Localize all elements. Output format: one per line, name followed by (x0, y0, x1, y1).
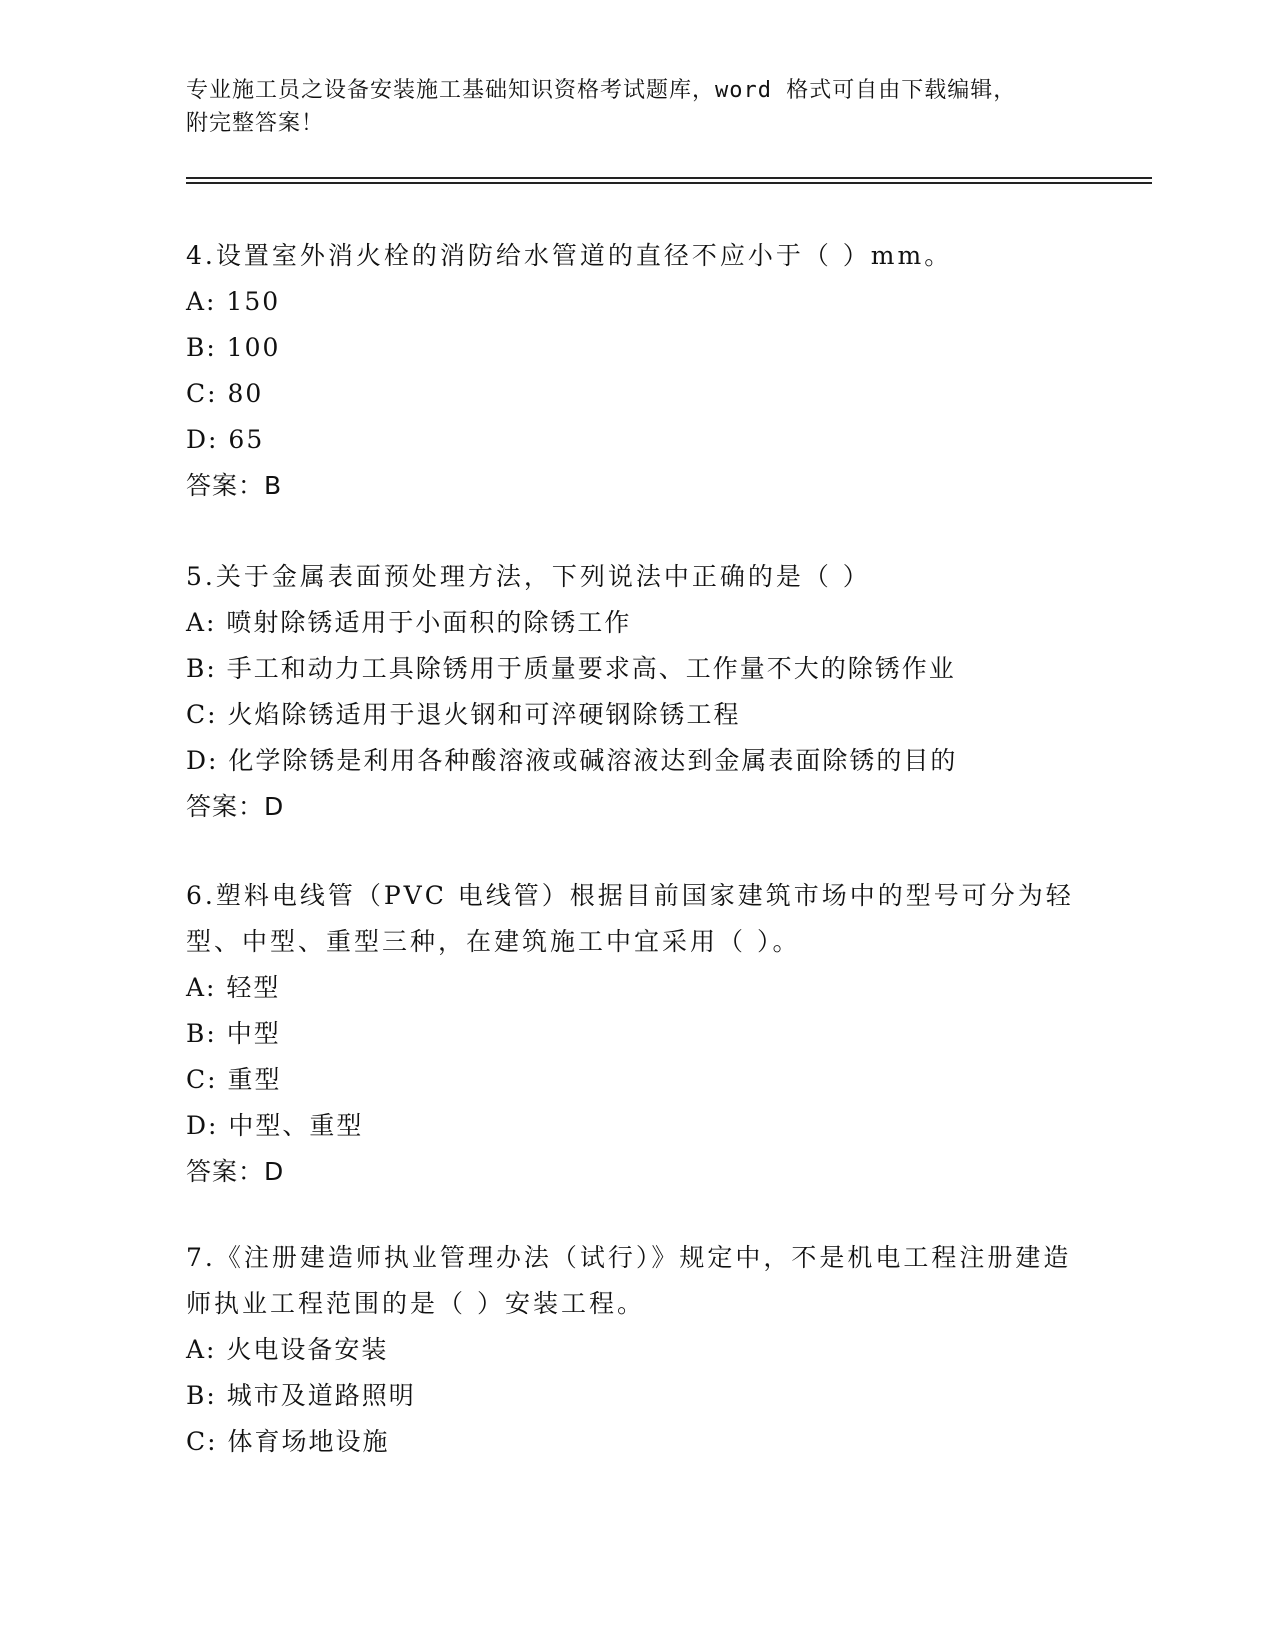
option-b: B: 中型 (186, 1019, 281, 1048)
option-d: D: 65 (186, 425, 265, 454)
option-d: D: 化学除锈是利用各种酸溶液或碱溶液达到金属表面除锈的目的 (186, 746, 958, 775)
answer-line: 答案：D (186, 792, 285, 821)
question-text: 4.设置室外消火栓的消防给水管道的直径不应小于（ ）mm。 (186, 241, 953, 270)
question-7 (186, 1235, 1086, 1465)
header-divider-bottom (186, 182, 1152, 184)
option-c: C: 重型 (186, 1065, 282, 1094)
option-a: A: 火电设备安装 (186, 1335, 389, 1364)
option-a: A: 150 (186, 287, 281, 316)
question-5 (186, 554, 1086, 830)
option-c: C: 火焰除锈适用于退火钢和可淬硬钢除锈工程 (186, 700, 741, 729)
document-header (186, 74, 1066, 140)
option-c: C: 80 (186, 379, 264, 408)
option-d: D: 中型、重型 (186, 1111, 364, 1140)
question-text: 5.关于金属表面预处理方法，下列说法中正确的是（ ） (186, 562, 871, 591)
header-line-2: 附完整答案！ (186, 111, 325, 136)
answer-line: 答案：D (186, 1157, 285, 1186)
option-a: A: 轻型 (186, 973, 281, 1002)
question-text: 7.《注册建造师执业管理办法（试行）》规定中，不是机电工程注册建造师执业工程范围的是（ ）安装工程。 (186, 1243, 1072, 1318)
header-line-1: 专业施工员之设备安装施工基础知识资格考试题库，word 格式可自由下载编辑， (186, 78, 1017, 103)
option-b: B: 100 (186, 333, 281, 362)
option-c: C: 体育场地设施 (186, 1427, 390, 1456)
header-divider-top (186, 177, 1152, 179)
option-b: B: 城市及道路照明 (186, 1381, 416, 1410)
question-4 (186, 233, 1086, 509)
question-text: 6.塑料电线管（PVC 电线管）根据目前国家建筑市场中的型号可分为轻型、中型、重型三种，在建筑施工中宜采用（ ）。 (186, 881, 1074, 956)
answer-line: 答案：B (186, 471, 283, 500)
option-a: A: 喷射除锈适用于小面积的除锈工作 (186, 608, 632, 637)
question-6 (186, 873, 1086, 1195)
option-b: B: 手工和动力工具除锈用于质量要求高、工作量不大的除锈作业 (186, 654, 956, 683)
